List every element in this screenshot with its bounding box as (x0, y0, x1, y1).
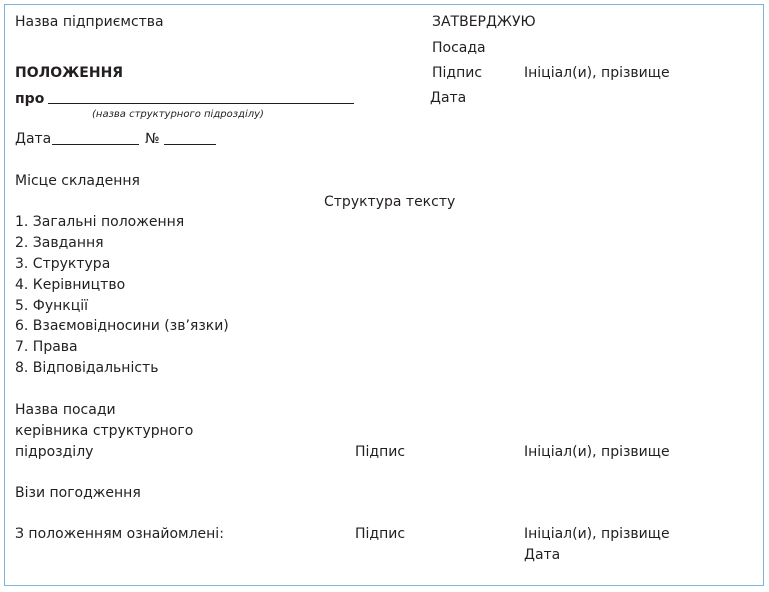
structure-item: 7. Права (15, 339, 78, 355)
acquainted-label: З положенням ознайомлені: (15, 526, 224, 542)
acquainted-signature-label: Підпис (355, 526, 406, 542)
doc-title: ПОЛОЖЕННЯ (15, 65, 124, 81)
org-name: Назва підприємства (15, 14, 164, 30)
date-line (52, 144, 139, 145)
subdivision-hint: (назва структурного підрозділу) (92, 109, 264, 120)
number-sign: № (145, 131, 160, 147)
structure-item: 8. Відповідальність (15, 360, 159, 376)
structure-item: 5. Функції (15, 298, 89, 314)
structure-item: 6. Взаємовідносини (зв’язки) (15, 318, 229, 334)
structure-item: 4. Керівництво (15, 277, 126, 293)
head-signature-label: Підпис (355, 444, 406, 460)
structure-item: 2. Завдання (15, 235, 104, 251)
structure-item: 1. Загальні положення (15, 214, 185, 230)
initials-label: Ініціал(и), прізвище (524, 65, 670, 81)
number-line (164, 144, 216, 145)
about-label: про (15, 91, 45, 107)
place-label: Місце складення (15, 173, 140, 189)
header-date-label: Дата (430, 90, 467, 106)
acquainted-initials-label: Ініціал(и), прізвище (524, 526, 670, 542)
acquainted-date-label: Дата (524, 547, 561, 563)
structure-item: 3. Структура (15, 256, 111, 272)
head-position-line3: підрозділу (15, 444, 94, 460)
signature-label: Підпис (432, 65, 483, 81)
date-label: Дата (15, 131, 52, 147)
subdivision-line (48, 103, 354, 104)
head-position-line1: Назва посади (15, 402, 116, 418)
head-initials-label: Ініціал(и), прізвище (524, 444, 670, 460)
head-position-line2: керівника структурного (15, 423, 194, 439)
visas-label: Візи погодження (15, 485, 141, 501)
approve-label: ЗАТВЕРДЖУЮ (432, 14, 536, 30)
structure-heading: Структура тексту (324, 194, 456, 210)
position-label: Посада (432, 40, 486, 56)
